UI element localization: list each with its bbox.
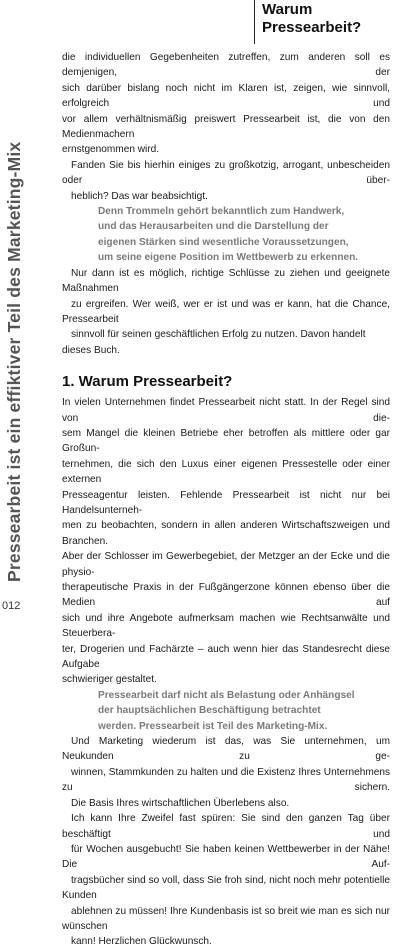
side-title: Pressearbeit ist ein effiktiver Teil des Marketing-Mix	[4, 141, 24, 582]
text-line: Die Basis Ihres wirtschaftlichen Überlebens also.	[71, 797, 290, 809]
chapter-heading-line: Pressearbeit?	[262, 19, 362, 36]
text-line: um seine eigene Position im Wettbewerb zu erkennen.	[98, 252, 359, 264]
section-heading: 1. Warum Pressearbeit?	[62, 373, 233, 391]
text-line: Denn Trommeln gehört bekanntlich zum Handwerk,	[98, 206, 345, 218]
page-number: 012	[2, 600, 21, 612]
text-line: und das Herausarbeiten und die Darstellung der	[98, 221, 329, 233]
text-line: Aber der Schlosser im Gewerbegebiet, der Metzger an der Ecke und die physio-	[62, 551, 390, 578]
text-line: therapeutische Praxis in der Fußgängerzone können ebenso über die Medien auf	[62, 582, 390, 609]
text-line: Ich kann Ihre Zweifel fast spüren: Sie sind den ganzen Tag über beschäftigt und	[62, 813, 390, 840]
text-line: sinnvoll für seinen geschäftlichen Erfolg zu nutzen. Davon handelt dieses Buch.	[62, 329, 366, 356]
paragraph	[62, 266, 390, 358]
text-line: zu ergreifen. Wer weiß, wer er ist und was er kann, hat die Chance, Pressearbeit	[62, 298, 390, 325]
text-line: Nur dann ist es möglich, richtige Schlüsse zu ziehen und geeignete Maßnahmen	[62, 267, 390, 295]
text-line: In vielen Unternehmen findet Pressearbeit nicht statt. In der Regel sind von die-	[62, 397, 390, 424]
paragraph	[62, 734, 390, 811]
chapter-heading	[262, 1, 361, 37]
text-line: Fanden Sie bis hierhin einiges zu großkotzig, arrogant, unbescheiden oder über-	[62, 159, 390, 187]
text-line: der hauptsächlichen Beschäftigung betrachtet	[98, 705, 321, 717]
text-line: heblich? Das war beabsichtigt.	[71, 190, 208, 202]
text-line: men zu beobachten, sondern in allen anderen Wirtschaftszweigen und Branchen.	[62, 520, 390, 547]
text-line: Und Marketing wiederum ist das, was Sie unternehmen, um Neukunden zu ge-	[62, 736, 390, 763]
paragraph	[62, 158, 390, 204]
text-line: werden. Pressearbeit ist Teil des Marketing-Mix.	[98, 720, 328, 732]
body-text	[62, 50, 390, 950]
chapter-divider	[254, 0, 255, 44]
text-line: tragsbücher sind so voll, dass Sie froh sind, nicht noch mehr potentielle Kunden	[62, 874, 390, 902]
pull-quote	[62, 688, 390, 734]
text-line: für Wochen ausgebucht! Sie haben keinen Wettbewerber in der Nähe! Die Auf-	[62, 843, 390, 871]
paragraph	[62, 395, 390, 688]
paragraph	[62, 811, 390, 950]
text-line: Pressearbeit darf nicht als Belastung oder Anhängsel	[98, 689, 355, 701]
text-line: schwieriger gestaltet.	[62, 674, 157, 686]
text-line: Presseagentur leisten. Fehlende Pressearbeit ist nicht nur bei Handelsunterneh-	[62, 489, 390, 516]
text-line: sem Mangel die kleinen Betriebe eher betroffen als mittlere oder gar Großun-	[62, 427, 390, 455]
text-line: ternehmen, die sich den Luxus einer eigenen Pressestelle oder einer externen	[62, 458, 390, 486]
pull-quote	[62, 204, 390, 266]
text-line: ablehnen zu müssen! Ihre Kundenbasis ist so breit wie man es sich nur wünschen	[62, 905, 390, 932]
text-line: sich und ihre Angebote aufmerksam machen wie Rechtsanwälte und Steuerbera-	[62, 612, 390, 640]
paragraph	[62, 50, 390, 158]
text-line: vor allem verhältnismäßig preiswert Pressearbeit ist, die von den Medienmachern	[62, 113, 390, 141]
text-line: kann! Herzlichen Glückwunsch.	[71, 936, 212, 948]
text-line: winnen, Stammkunden zu halten und die Existenz Ihres Unternehmens zu sichern.	[62, 766, 390, 794]
text-line: ernstgenommen wird.	[62, 144, 160, 156]
text-line: sich darüber bislang noch nicht im Klaren ist, zeigen, wie sinnvoll, erfolgreich und	[62, 82, 390, 110]
text-line: eigenen Stärken sind wesentliche Voraussetzungen,	[98, 236, 349, 248]
text-line: ter, Drogerien und Fachärzte – auch wenn hier das Standesrecht diese Aufgabe	[62, 643, 390, 671]
text-line: die individuellen Gegebenheiten zutreffen, zum anderen soll es demjenigen, der	[62, 52, 390, 79]
chapter-heading-line: Warum	[262, 1, 313, 18]
